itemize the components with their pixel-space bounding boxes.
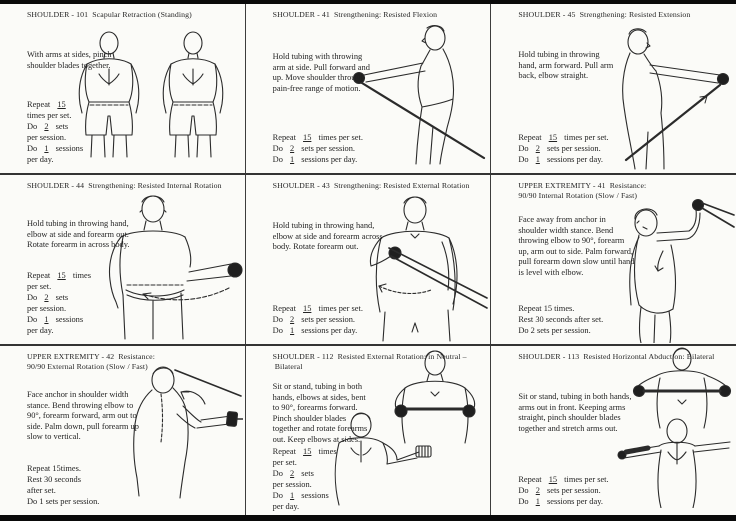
exercise-card-shoulder-44: [0, 175, 245, 344]
card-dosage: Repeat 15 times per set. Do 2 sets per session. Do 1 sessions per day.: [272, 304, 363, 335]
card-title: SHOULDER - 43 Strengthening: Resisted External Rotation: [272, 181, 470, 190]
card-dosage: Repeat 15times. Rest 30 seconds after set. Do 1 sets per session.: [27, 464, 100, 506]
card-dosage: Repeat 15 times per set. Do 2 sets per session. Do 1 sessions per day.: [27, 100, 84, 164]
card-instructions: Face away from anchor in shoulder width stance. Bend throwing elbow to 90°, forearm up, arm out to side. Palm forward, pull forearm down slow until hand is level with elbow.: [518, 215, 635, 277]
card-title: UPPER EXTREMITY - 42 Resistance: 90/90 External Rotation (Slow / Fast): [27, 352, 158, 371]
card-instructions: Face anchor in shoulder width stance. Bend throwing elbow to 90°, forearm forward, arm out to side. Palm down, pull forearm up slow to vertical.: [27, 390, 139, 442]
card-title: UPPER EXTREMITY - 41 Resistance: 90/90 Internal Rotation (Slow / Fast): [518, 181, 649, 200]
card-dosage: Repeat 15 times. Rest 30 seconds after set. Do 2 sets per session.: [518, 304, 604, 335]
exercise-card-shoulder-101: [0, 4, 245, 173]
card-instructions: Hold tubing in throwing hand, elbow at side and forearm across body. Rotate forearm out.: [272, 221, 383, 252]
card-title: SHOULDER - 44 Strengthening: Resisted Internal Rotation: [27, 181, 222, 190]
card-instructions: With arms at sides, pinch shoulder blades together.: [27, 50, 112, 70]
grid-row-2: [0, 173, 736, 344]
exercise-card-upper-extremity-42: [0, 346, 245, 515]
card-instructions: Hold tubing in throwing hand, arm forward. Pull arm back, elbow straight.: [518, 50, 614, 81]
card-instructions: Sit or stand, tubing in both hands, elbows at sides, bent to 90°, forearms forward. Pinch shoulder blades together and rotate forearms out. Keep elbows at sides.: [272, 382, 368, 444]
exercise-card-shoulder-45: [490, 4, 736, 173]
exercise-card-shoulder-112: [245, 346, 491, 515]
grid-row-1: [0, 4, 736, 173]
card-dosage: Repeat 15 times per set. Do 2 sets per session. Do 1 sessions per day.: [272, 133, 363, 164]
card-instructions: Hold tubing with throwing arm at side. Pull forward and up. Move shoulder through pain-free range of motion.: [272, 52, 370, 93]
card-title: SHOULDER - 45 Strengthening: Resisted Extension: [518, 10, 691, 19]
card-instructions: Hold tubing in throwing hand, elbow at side and forearm out. Rotate forearm in across body.: [27, 219, 130, 250]
page-bottom-border: [0, 515, 736, 521]
card-dosage: Repeat 15 times per set. Do 2 sets per session. Do 1 sessions per day.: [272, 446, 337, 511]
card-dosage: Repeat 15 times per set. Do 2 sets per session. Do 1 sessions per day.: [27, 271, 91, 335]
card-instructions: Sit or stand, tubing in both hands, arms out in front. Keeping arms straight, pinch shoulder blades together and stretch arms out.: [518, 392, 632, 433]
card-dosage: Repeat 15 times per set. Do 2 sets per session. Do 1 sessions per day.: [518, 133, 609, 164]
exercise-card-shoulder-41: [245, 4, 491, 173]
card-title: SHOULDER - 41 Strengthening: Resisted Flexion: [272, 10, 438, 19]
card-title: SHOULDER - 113 Resisted Horizontal Abduction: Bilateral: [518, 352, 715, 361]
exercise-card-shoulder-43: [245, 175, 491, 344]
exercise-card-upper-extremity-41: [490, 175, 736, 344]
exercise-grid: [0, 4, 736, 515]
grid-row-3: [0, 344, 736, 515]
card-title: SHOULDER - 112 Resisted External Rotation: in Neutral – Bilateral: [272, 352, 467, 371]
card-dosage: Repeat 15 times per set. Do 2 sets per session. Do 1 sessions per day.: [518, 475, 609, 506]
card-title: SHOULDER - 101 Scapular Retraction (Standing): [27, 10, 192, 19]
exercise-card-shoulder-113: [490, 346, 736, 515]
